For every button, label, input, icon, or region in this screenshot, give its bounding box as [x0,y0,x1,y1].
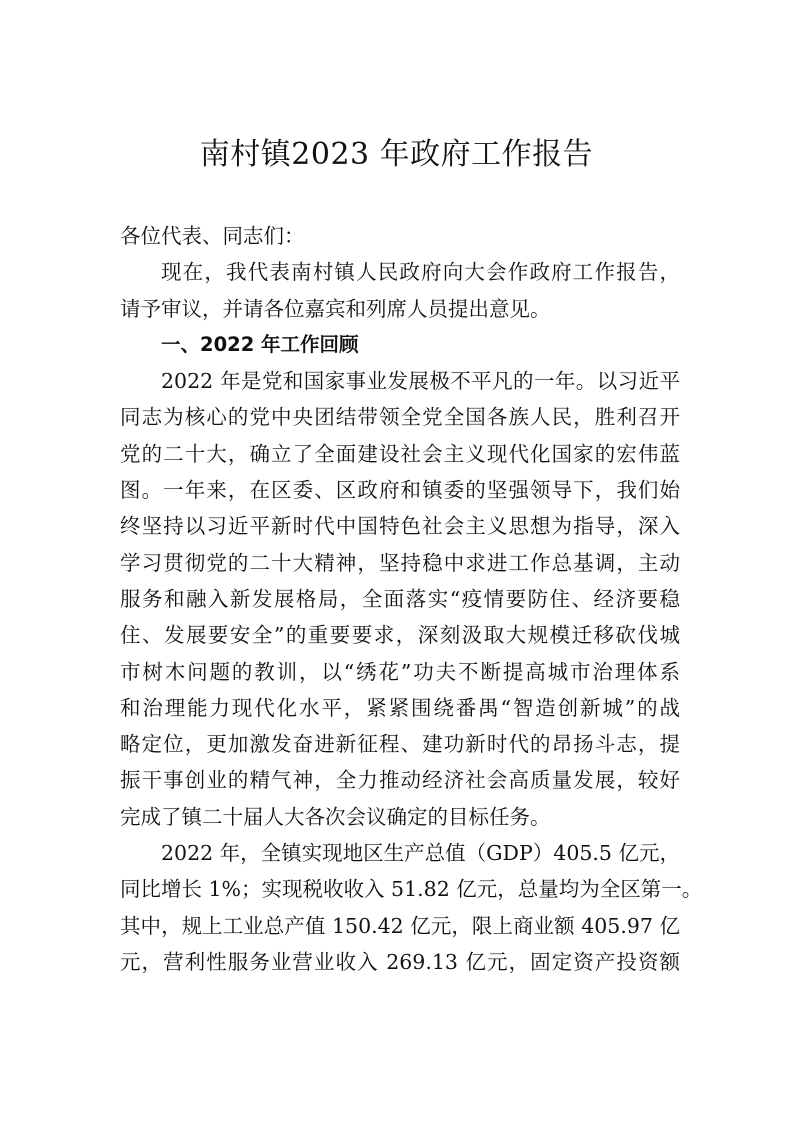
paragraph-line: 市树木问题的教训，以“绣花”功夫不断提高城市治理体系 [120,659,680,684]
paragraph-line: 其中，规上工业总产值 150.42 亿元，限上商业额 405.97 亿 [120,913,680,938]
paragraph-line: 服务和融入新发展格局，全面落实“疫情要防住、经济要稳 [120,586,680,611]
paragraph-line: 请予审议，并请各位嘉宾和列席人员提出意见。 [120,296,551,321]
salutation: 各位代表、同志们： [120,224,305,248]
paragraph-line: 完成了镇二十届人大各次会议确定的目标任务。 [120,804,551,829]
paragraph-line: 现在，我代表南村镇人民政府向大会作政府工作报告， [161,260,680,285]
paragraph-line: 同比增长 1%；实现税收收入 51.82 亿元，总量均为全区第一。 [120,877,703,902]
paragraph-line: 2022 年是党和国家事业发展极不平凡的一年。以习近平 [161,369,680,394]
paragraph-line: 终坚持以习近平新时代中国特色社会主义思想为指导，深入 [120,514,680,539]
paragraph-line: 和治理能力现代化水平，紧紧围绕番禺“智造创新城”的战 [120,695,680,720]
paragraph-line: 学习贯彻党的二十大精神，坚持稳中求进工作总基调，主动 [120,550,680,575]
paragraph-line: 振干事创业的精气神，全力推动经济社会高质量发展，较好 [120,768,680,793]
paragraph-line: 党的二十大，确立了全面建设社会主义现代化国家的宏伟蓝 [120,441,680,466]
paragraph-line: 图。一年来，在区委、区政府和镇委的坚强领导下，我们始 [120,478,680,503]
paragraph-line: 2022 年，全镇实现地区生产总值（GDP）405.5 亿元， [161,841,680,866]
paragraph-line: 元，营利性服务业营业收入 269.13 亿元，固定资产投资额 [120,949,680,974]
section-heading: 一、2022 年工作回顾 [161,332,359,356]
document-title: 南村镇2023 年政府工作报告 [199,137,594,172]
report-body [120,218,703,980]
paragraph-line: 住、发展要安全”的重要要求，深刻汲取大规模迁移砍伐城 [120,623,680,648]
paragraph-line: 同志为核心的党中央团结带领全党全国各族人民，胜利召开 [120,405,680,430]
paragraph-line: 略定位，更加激发奋进新征程、建功新时代的昂扬斗志，提 [120,732,680,757]
